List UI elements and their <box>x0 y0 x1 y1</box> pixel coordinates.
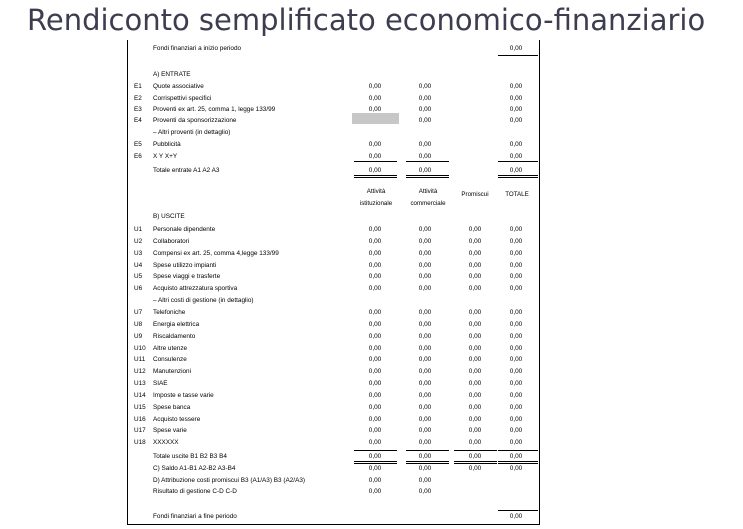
row-code: E6 <box>134 153 142 160</box>
divider <box>498 161 538 162</box>
cell-totale: 0,00 <box>509 167 523 174</box>
row-label: Collaboratori <box>153 237 190 245</box>
row-code: U4 <box>134 261 143 269</box>
header-commerciale-line1: Attività <box>418 188 438 195</box>
cell-istituzionale: 0,00 <box>368 344 382 352</box>
cell-totale: 0,00 <box>509 415 523 423</box>
cell-istituzionale: 0,00 <box>368 83 382 90</box>
cell-totale: 0,00 <box>509 141 523 148</box>
row-label: Proventi da sponsorizzazione <box>153 117 237 124</box>
row-label: Acquisto tessere <box>153 415 201 423</box>
row-code: U3 <box>134 249 143 257</box>
row-code: U15 <box>134 403 146 411</box>
cell-totale: 0,00 <box>509 320 523 328</box>
cell-istituzionale: 0,00 <box>368 415 382 423</box>
cell-totale: 0,00 <box>509 403 523 411</box>
row-code: U16 <box>134 415 146 423</box>
cell-istituzionale: 0,00 <box>368 226 382 233</box>
cell-commerciale: 0,00 <box>418 153 432 160</box>
row-label: Consulenze <box>153 356 187 364</box>
cell-istituzionale: 0,00 <box>368 465 382 472</box>
cell-istituzionale: 0,00 <box>368 488 382 495</box>
row-label: Spese utilizzo impianti <box>153 261 217 269</box>
row-code: E2 <box>134 95 142 102</box>
uscita-row <box>128 331 539 342</box>
cell-commerciale: 0,00 <box>418 141 432 148</box>
uscita-row <box>128 319 539 330</box>
uscita-row <box>128 236 539 247</box>
row-code: U12 <box>134 368 146 376</box>
uscita-row <box>128 354 539 365</box>
row-label: Energia elettrica <box>153 320 200 328</box>
cell-promiscui: 0,00 <box>468 453 482 460</box>
cell-totale: 0,00 <box>509 356 523 364</box>
cell-commerciale: 0,00 <box>418 106 432 113</box>
cell-totale: 0,00 <box>509 273 523 281</box>
row-label: Personale dipendente <box>153 226 216 233</box>
cell-promiscui: 0,00 <box>468 391 482 399</box>
row-label: Riscaldamento <box>153 332 196 340</box>
attribuzione-label: D) Attribuzione costi promiscui B3 (A1/A3) B3 (A2/A3) <box>153 477 306 484</box>
header-istituzionale-line1: Attività <box>366 188 386 195</box>
uscita-row <box>128 224 539 235</box>
cell-totale: 0,00 <box>509 427 523 435</box>
double-underline <box>354 461 397 462</box>
cell-promiscui: 0,00 <box>468 308 482 316</box>
row-code: U2 <box>134 237 143 245</box>
cell-totale: 0,00 <box>509 226 523 233</box>
totale-entrate-label: Totale entrate A1 A2 A3 <box>153 167 220 174</box>
cell-commerciale: 0,00 <box>418 95 432 102</box>
cell-istituzionale: 0,00 <box>368 368 382 376</box>
row-code: U11 <box>134 356 146 364</box>
cell-totale: 0,00 <box>509 453 523 460</box>
cell-promiscui: 0,00 <box>468 403 482 411</box>
closing-funds-label: Fondi finanziari a fine periodo <box>153 513 237 520</box>
cell-commerciale: 0,00 <box>418 83 432 90</box>
row-label: Telefoniche <box>153 308 186 316</box>
saldo-row <box>128 463 539 474</box>
opening-funds-row <box>128 43 539 54</box>
cell-totale: 0,00 <box>509 332 523 340</box>
double-underline <box>498 177 538 178</box>
cell-promiscui: 0,00 <box>468 237 482 245</box>
header-totale: TOTALE <box>505 191 529 198</box>
row-label: Manutenzioni <box>153 368 192 376</box>
cell-commerciale: 0,00 <box>418 453 432 460</box>
section-uscite-label: B) USCITE <box>153 213 185 220</box>
cell-commerciale: 0,00 <box>418 356 432 364</box>
double-underline <box>498 175 538 176</box>
cell-commerciale: 0,00 <box>418 368 432 376</box>
attribuzione-row <box>128 475 539 486</box>
cell-totale: 0,00 <box>509 106 523 113</box>
divider <box>498 55 538 56</box>
uscita-row <box>128 390 539 401</box>
cell-istituzionale: 0,00 <box>368 153 382 160</box>
cell-totale: 0,00 <box>509 95 523 102</box>
entrata-row <box>128 127 539 138</box>
cell-istituzionale: 0,00 <box>368 453 382 460</box>
cell-istituzionale: 0,00 <box>368 380 382 387</box>
cell-istituzionale: 0,00 <box>368 320 382 328</box>
cell-promiscui: 0,00 <box>468 368 482 376</box>
entrata-row <box>128 139 539 150</box>
row-code: E5 <box>134 141 142 148</box>
header-promiscui: Promiscui <box>461 191 489 198</box>
uscita-row <box>128 366 539 377</box>
cell-istituzionale: 0,00 <box>368 237 382 245</box>
cell-istituzionale: 0,00 <box>368 249 382 257</box>
row-code: U5 <box>134 273 143 281</box>
row-label: Imposte e tasse varie <box>153 391 214 399</box>
double-underline <box>406 461 449 462</box>
double-underline <box>454 461 497 462</box>
cell-commerciale: 0,00 <box>418 427 432 435</box>
row-label: Altre utenze <box>153 344 188 352</box>
saldo-label: C) Saldo A1-B1 A2-B2 A3-B4 <box>153 465 236 472</box>
row-label: Pubblicità <box>153 141 181 148</box>
uscita-row <box>128 343 539 354</box>
row-code: U1 <box>134 226 143 233</box>
entrata-row <box>128 115 539 126</box>
cell-commerciale: 0,00 <box>418 380 432 387</box>
risultato-row <box>128 486 539 497</box>
cell-totale: 0,00 <box>509 285 523 293</box>
cell-istituzionale: 0,00 <box>368 427 382 435</box>
cell-commerciale: 0,00 <box>418 273 432 281</box>
cell-istituzionale: 0,00 <box>368 261 382 269</box>
row-label: Compensi ex art. 25, comma 4,legge 133/99 <box>153 249 279 257</box>
cell-commerciale: 0,00 <box>418 391 432 399</box>
cell-istituzionale: 0,00 <box>368 308 382 316</box>
divider <box>354 161 397 162</box>
cell-totale: 0,00 <box>509 249 523 257</box>
row-label: X Y X+Y <box>153 153 178 160</box>
cell-istituzionale: 0,00 <box>368 439 382 447</box>
uscita-row <box>128 378 539 389</box>
cell-promiscui: 0,00 <box>468 226 482 233</box>
cell-totale: 0,00 <box>509 368 523 376</box>
row-code: U7 <box>134 308 143 316</box>
cell-promiscui: 0,00 <box>468 249 482 257</box>
entrata-row <box>128 93 539 104</box>
cell-totale: 0,00 <box>509 308 523 316</box>
cell-promiscui: 0,00 <box>468 273 482 281</box>
cell-promiscui: 0,00 <box>468 465 482 472</box>
row-label: – Altri proventi (in dettaglio) <box>153 129 231 136</box>
cell-promiscui: 0,00 <box>468 380 482 387</box>
closing-funds-value: 0,00 <box>509 513 523 520</box>
cell-istituzionale: 0,00 <box>368 273 382 281</box>
uscita-row <box>128 260 539 271</box>
header-istituzionale <box>350 186 402 210</box>
double-underline <box>406 177 449 178</box>
cell-totale: 0,00 <box>509 117 523 124</box>
opening-funds-label: Fondi finanziari a inizio periodo <box>153 45 242 52</box>
row-label: XXXXXX <box>153 439 179 447</box>
cell-promiscui: 0,00 <box>468 427 482 435</box>
cell-istituzionale: 0,00 <box>368 477 382 484</box>
financial-statement-sheet <box>127 40 540 525</box>
uscita-row <box>128 307 539 318</box>
cell-commerciale: 0,00 <box>418 308 432 316</box>
cell-totale: 0,00 <box>509 237 523 245</box>
row-code: U9 <box>134 332 143 340</box>
risultato-label: Risultato di gestione C-D C-D <box>153 488 237 495</box>
cell-promiscui: 0,00 <box>468 356 482 364</box>
uscita-row <box>128 437 539 448</box>
header-istituzionale-line2: istituzionale <box>359 200 393 207</box>
entrata-row <box>128 151 539 162</box>
cell-istituzionale: 0,00 <box>368 141 382 148</box>
totale-uscite-label: Totale uscite B1 B2 B3 B4 <box>153 453 227 460</box>
cell-commerciale: 0,00 <box>418 477 432 484</box>
totale-entrate-row <box>128 165 539 176</box>
cell-totale: 0,00 <box>509 344 523 352</box>
cell-commerciale: 0,00 <box>418 403 432 411</box>
uscita-row <box>128 402 539 413</box>
cell-commerciale: 0,00 <box>418 344 432 352</box>
cell-istituzionale: 0,00 <box>368 95 382 102</box>
cell-promiscui: 0,00 <box>468 261 482 269</box>
cell-totale: 0,00 <box>509 439 523 447</box>
row-code: U14 <box>134 391 146 399</box>
opening-funds-value: 0,00 <box>509 45 523 52</box>
header-commerciale-line2: commerciale <box>410 200 446 207</box>
cell-commerciale: 0,00 <box>418 226 432 233</box>
entrata-row <box>128 81 539 92</box>
closing-funds-row <box>128 511 539 522</box>
section-entrate-title <box>128 69 539 80</box>
row-code: U13 <box>134 380 146 387</box>
row-label: Spese banca <box>153 403 191 411</box>
cell-commerciale: 0,00 <box>418 415 432 423</box>
cell-commerciale: 0,00 <box>418 320 432 328</box>
row-label: – Altri costi di gestione (in dettaglio) <box>153 297 254 305</box>
double-underline <box>354 175 397 176</box>
cell-promiscui: 0,00 <box>468 320 482 328</box>
cell-totale: 0,00 <box>509 380 523 387</box>
cell-totale: 0,00 <box>509 153 523 160</box>
uscita-row <box>128 425 539 436</box>
row-label: Corrispettivi specifici <box>153 95 212 102</box>
row-code: U8 <box>134 320 143 328</box>
row-code: U17 <box>134 427 146 435</box>
entrata-row <box>128 104 539 115</box>
cell-promiscui: 0,00 <box>468 344 482 352</box>
uscita-row <box>128 414 539 425</box>
row-label: Quote associative <box>153 83 204 90</box>
cell-commerciale: 0,00 <box>418 285 432 293</box>
cell-istituzionale: 0,00 <box>368 285 382 293</box>
cell-commerciale: 0,00 <box>418 465 432 472</box>
uscita-row <box>128 283 539 294</box>
row-label: Spese varie <box>153 427 187 435</box>
cell-commerciale: 0,00 <box>418 261 432 269</box>
cell-commerciale: 0,00 <box>418 488 432 495</box>
cell-istituzionale: 0,00 <box>368 403 382 411</box>
cell-istituzionale: 0,00 <box>368 106 382 113</box>
cell-commerciale: 0,00 <box>418 167 432 174</box>
header-commerciale <box>402 186 454 210</box>
section-uscite-title <box>128 211 539 222</box>
row-label: Proventi ex art. 25, comma 1, legge 133/99 <box>153 106 276 113</box>
row-label: SIAE <box>153 380 168 387</box>
cell-istituzionale: 0,00 <box>368 356 382 364</box>
cell-istituzionale: 0,00 <box>368 332 382 340</box>
cell-promiscui: 0,00 <box>468 415 482 423</box>
cell-totale: 0,00 <box>509 83 523 90</box>
row-code: E3 <box>134 106 142 113</box>
uscita-row <box>128 248 539 259</box>
cell-promiscui: 0,00 <box>468 439 482 447</box>
double-underline <box>498 461 538 462</box>
cell-promiscui: 0,00 <box>468 285 482 293</box>
cell-commerciale: 0,00 <box>418 117 432 124</box>
cell-commerciale: 0,00 <box>418 439 432 447</box>
slide-title: Rendiconto semplificato economico-finanziario <box>27 3 706 37</box>
section-entrate-label: A) ENTRATE <box>153 71 191 78</box>
cell-istituzionale: 0,00 <box>368 167 382 174</box>
cell-istituzionale: 0,00 <box>368 391 382 399</box>
cell-totale: 0,00 <box>509 465 523 472</box>
row-code: U10 <box>134 344 146 352</box>
double-underline <box>354 177 397 178</box>
cell-commerciale: 0,00 <box>418 249 432 257</box>
cell-promiscui: 0,00 <box>468 332 482 340</box>
cell-commerciale: 0,00 <box>418 332 432 340</box>
divider <box>406 161 449 162</box>
cell-commerciale: 0,00 <box>418 237 432 245</box>
row-code: E4 <box>134 117 142 124</box>
double-underline <box>406 175 449 176</box>
uscita-row <box>128 295 539 306</box>
row-label: Acquisto attrezzatura sportiva <box>153 285 238 293</box>
row-code: U6 <box>134 285 143 293</box>
row-code: E1 <box>134 83 142 90</box>
cell-totale: 0,00 <box>509 391 523 399</box>
row-code: U18 <box>134 439 146 447</box>
uscita-row <box>128 271 539 282</box>
row-label: Spese viaggi e trasferte <box>153 273 221 281</box>
cell-totale: 0,00 <box>509 261 523 269</box>
